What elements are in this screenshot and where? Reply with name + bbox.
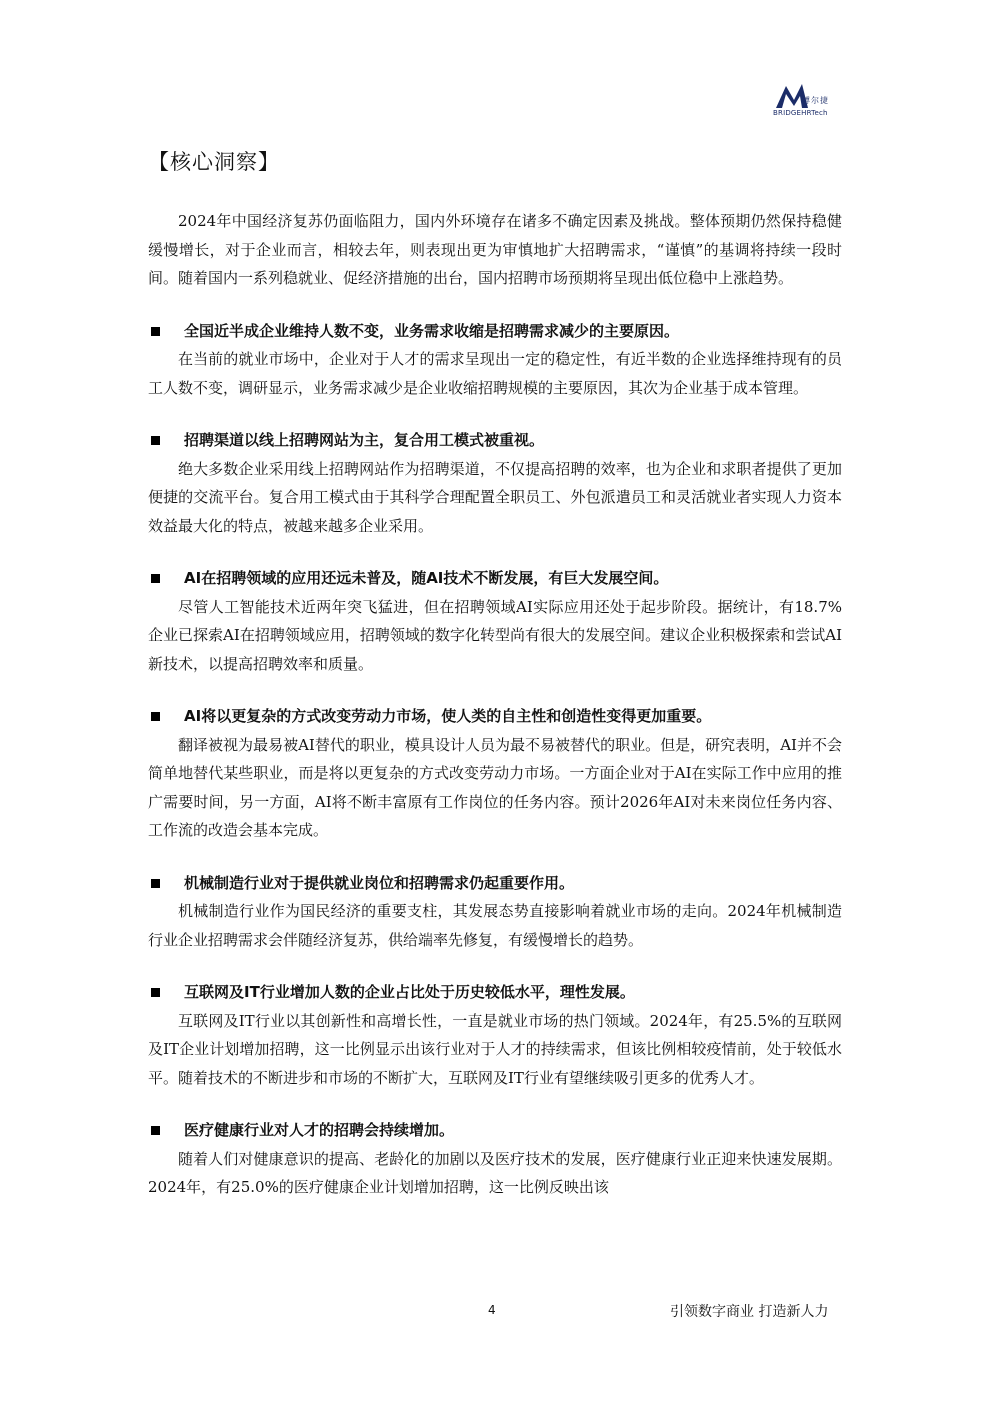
bullet-square-icon [151, 574, 160, 583]
bullet-square-icon [151, 1126, 160, 1135]
page-number: 4 [488, 1303, 496, 1317]
section-title: 医疗健康行业对人才的招聘会持续增加。 [184, 1121, 455, 1139]
section-body: 尽管人工智能技术近两年突飞猛进，但在招聘领域AI实际应用还处于起步阶段。据统计，有18.7%企业已探索AI在招聘领域应用，招聘领域的数字化转型尚有很大的发展空间。建议企业积极探索和尝试AI新技术，以提高招聘效率和质量。 [148, 597, 842, 673]
bullet-square-icon [151, 436, 160, 445]
section-title: AI在招聘领域的应用还远未普及，随AI技术不断发展，有巨大发展空间。 [184, 569, 669, 587]
section-title: 互联网及IT行业增加人数的企业占比处于历史较低水平，理性发展。 [184, 983, 635, 1001]
section-body: 在当前的就业市场中，企业对于人才的需求呈现出一定的稳定性，有近半数的企业选择维持现有的员工人数不变，调研显示，业务需求减少是企业收缩招聘规模的主要原因，其次为企业基于成本管理。 [148, 350, 842, 397]
section-7 [148, 1116, 842, 1202]
page-heading: 【核心洞察】 [148, 150, 280, 174]
bullet-square-icon [151, 712, 160, 721]
intro-paragraph: 2024年中国经济复苏仍面临阻力，国内外环境存在诸多不确定因素及挑战。整体预期仍然保持稳健缓慢增长，对于企业而言，相较去年，则表现出更为审慎地扩大招聘需求，“谨慎”的基调将持续一段时间。随着国内一系列稳就业、促经济措施的出台，国内招聘市场预期将呈现出低位稳中上涨趋势。 [148, 212, 842, 287]
section-1 [148, 317, 842, 403]
section-6 [148, 978, 842, 1092]
footer-slogan: 引领数字商业 打造新人力 [670, 1304, 829, 1320]
section-body: 机械制造行业作为国民经济的重要支柱，其发展态势直接影响着就业市场的走向。2024年机械制造行业企业招聘需求会伴随经济复苏，供给端率先修复，有缓慢增长的趋势。 [148, 902, 842, 949]
section-title: AI将以更复杂的方式改变劳动力市场，使人类的自主性和创造性变得更加重要。 [184, 707, 712, 725]
bullet-square-icon [151, 879, 160, 888]
logo-cn-text: 博尔捷 [802, 96, 829, 105]
bullet-square-icon [151, 327, 160, 336]
section-title: 机械制造行业对于提供就业岗位和招聘需求仍起重要作用。 [184, 873, 575, 892]
section-3 [148, 564, 842, 678]
section-title: 招聘渠道以线上招聘网站为主，复合用工模式被重视。 [184, 431, 545, 449]
company-logo [772, 78, 846, 120]
bullet-square-icon [151, 988, 160, 997]
section-body: 互联网及IT行业以其创新性和高增长性，一直是就业市场的热门领域。2024年，有25.5%的互联网及IT企业计划增加招聘，这一比例显示出该行业对于人才的持续需求，但该比例相较疫情前，处于较低水平。随着技术的不断进步和市场的不断扩大，互联网及IT行业有望继续吸引更多的优秀人才。 [148, 1011, 842, 1087]
section-body: 随着人们对健康意识的提高、老龄化的加剧以及医疗技术的发展，医疗健康行业正迎来快速发展期。2024年，有25.0%的医疗健康企业计划增加招聘，这一比例反映出该 [148, 1149, 842, 1196]
logo-en-text: BRIDGEHRTech [773, 109, 828, 117]
section-body: 翻译被视为最易被AI替代的职业，模具设计人员为最不易被替代的职业。但是，研究表明，AI并不会简单地替代某些职业，而是将以更复杂的方式改变劳动力市场。一方面企业对于AI在实际工作中应用的推广需要时间，另一方面，AI将不断丰富原有工作岗位的任务内容。预计2026年AI对未来岗位任务内容、工作流的改造会基本完成。 [148, 735, 842, 839]
section-2 [148, 426, 842, 540]
document-body [148, 207, 842, 1202]
section-4 [148, 702, 842, 845]
section-title: 全国近半成企业维持人数不变，业务需求收缩是招聘需求减少的主要原因。 [184, 321, 680, 340]
section-body: 绝大多数企业采用线上招聘网站作为招聘渠道，不仅提高招聘的效率，也为企业和求职者提供了更加便捷的交流平台。复合用工模式由于其科学合理配置全职员工、外包派遣员工和灵活就业者实现人力资本效益最大化的特点，被越来越多企业采用。 [148, 459, 842, 535]
section-5 [148, 869, 842, 955]
